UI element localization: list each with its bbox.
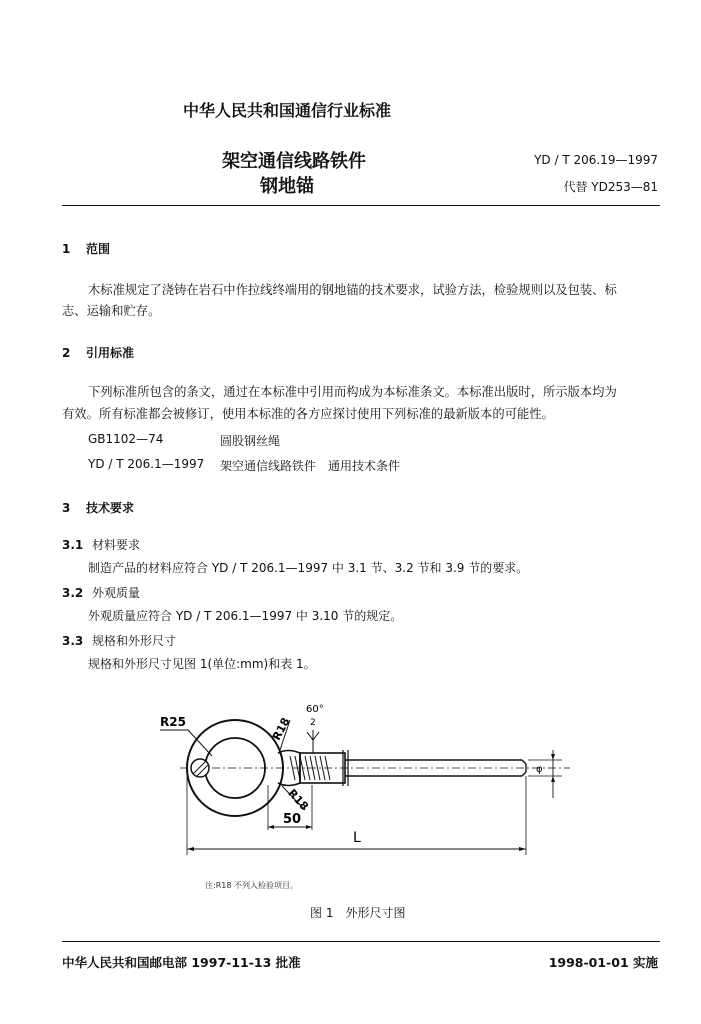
issuing-authority-heading: 中华人民共和国通信行业标准	[183, 101, 392, 120]
subsection-3-2-heading	[62, 584, 140, 601]
rod-chamfer	[522, 772, 526, 776]
rod-section	[191, 759, 209, 777]
header-divider	[62, 205, 660, 206]
section-1-heading	[62, 240, 110, 257]
subsection-3-1-heading	[62, 536, 140, 553]
subsection-number: 3.1	[62, 538, 84, 552]
figure-note: 注:R18 不列入检验项目。	[205, 881, 298, 890]
section-title: 引用标准	[86, 346, 135, 360]
reference-code: GB1102—74	[88, 432, 164, 446]
subsection-title: 材料要求	[92, 538, 141, 552]
section-3-heading	[62, 499, 134, 516]
subsection-number: 3.3	[62, 634, 84, 648]
weld-size-label: 2	[310, 718, 316, 728]
reference-code: YD / T 206.1—1997	[88, 457, 205, 471]
radius-r18-bottom-label: R18	[285, 786, 311, 814]
subsection-3-3-heading	[62, 632, 176, 649]
approval-issuer: 中华人民共和国邮电部 1997-11-13 批准	[62, 955, 301, 970]
section-1-para-line1: 木标准规定了浇铸在岩石中作拉线终端用的钢地锚的技术要求，试验方法，检验规则以及包装、标	[88, 283, 617, 297]
subsection-3-1-text: 制造产品的材料应符合 YD / T 206.1—1997 中 3.1 节、3.2 节和 3.9 节的要求。	[88, 561, 529, 575]
section-number: 3	[62, 501, 71, 515]
document-subtitle: 钢地锚	[260, 176, 314, 197]
figure-caption: 图 1 外形尺寸图	[310, 906, 406, 920]
subsection-title: 规格和外形尺寸	[92, 634, 177, 648]
replaces-standard: 代替 YD253—81	[563, 180, 658, 194]
reference-name: 圆股钢丝绳	[220, 434, 281, 448]
subsection-number: 3.2	[62, 586, 84, 600]
section-2-para-line1: 下列标准所包含的条文，通过在本标准中引用而构成为本标准条文。本标准出版时，所示版本均为	[88, 385, 617, 399]
section-2-heading	[62, 344, 134, 361]
section-title: 技术要求	[86, 501, 135, 515]
effective-date: 1998-01-01 实施	[548, 955, 658, 970]
anchor-drawing	[150, 690, 590, 875]
dimension-50-label: 50	[283, 812, 302, 827]
section-number: 2	[62, 346, 71, 360]
section-number: 1	[62, 242, 71, 256]
subsection-title: 外观质量	[92, 586, 141, 600]
section-title: 范围	[86, 242, 111, 256]
standard-code: YD / T 206.19—1997	[534, 153, 658, 167]
radius-r25-label: R25	[160, 715, 186, 729]
rod-chamfer	[522, 760, 526, 764]
section-1-para-line2: 志、运输和贮存。	[62, 304, 161, 318]
weld-angle-label: 60°	[306, 704, 324, 715]
reference-name: 架空通信线路铁件 通用技术条件	[220, 459, 401, 473]
section-2-para-line2: 有效。所有标准都会被修订，使用本标准的各方应探讨使用下列标准的最新版本的可能性。	[62, 407, 554, 421]
subsection-3-3-text: 规格和外形尺寸见图 1(单位:mm)和表 1。	[88, 657, 316, 671]
radius-r18-top-label: R18	[269, 715, 293, 743]
subsection-3-2-text: 外观质量应符合 YD / T 206.1—1997 中 3.10 节的规定。	[88, 609, 403, 623]
diameter-symbol: φ	[536, 764, 543, 775]
footer-divider	[62, 941, 660, 942]
document-title: 架空通信线路铁件	[222, 151, 366, 172]
dimension-L-label: L	[353, 830, 361, 846]
